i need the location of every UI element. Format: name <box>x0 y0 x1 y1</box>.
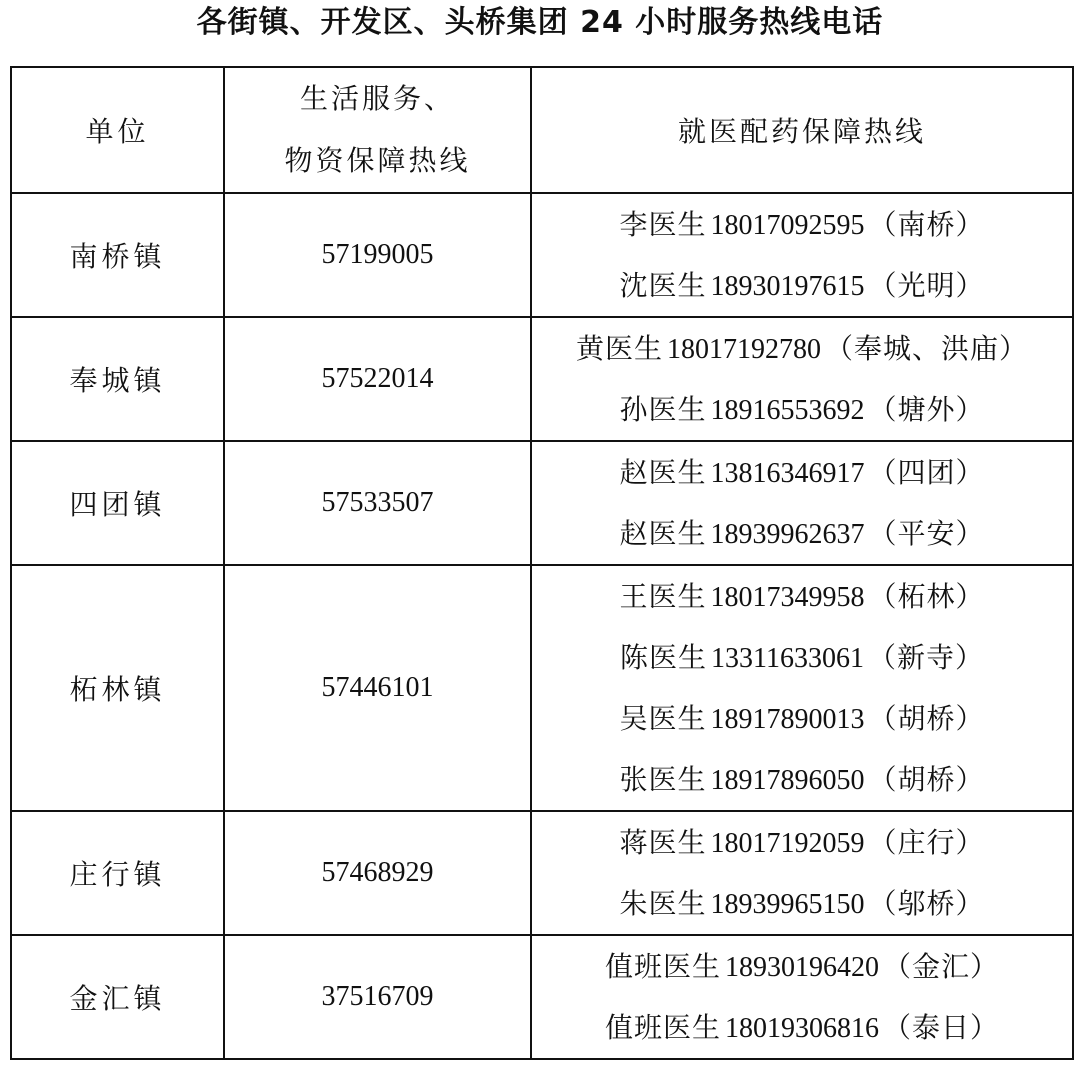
doctor-area: （柘林） <box>868 580 985 613</box>
doctor-phone: 18930196420 <box>725 952 879 983</box>
doctor-entry <box>532 936 1072 997</box>
doctor-phone: 18917896050 <box>710 765 865 796</box>
table-row <box>11 935 1073 1059</box>
doctor-area: （胡桥） <box>868 702 985 735</box>
doctor-phone: 18017349958 <box>710 582 865 613</box>
header-medical: 就医配药保障热线 <box>531 67 1073 193</box>
service-hotline-cell: 57199005 <box>224 193 531 317</box>
doctor-area: （泰日） <box>883 1011 1000 1044</box>
doctor-name: 王医生 <box>619 580 707 613</box>
doctor-phone: 13311633061 <box>711 643 864 674</box>
doctor-phone: 13816346917 <box>710 458 865 489</box>
table-header-row <box>11 67 1073 193</box>
table-row <box>11 441 1073 565</box>
doctor-phone: 18939962637 <box>710 519 865 550</box>
doctor-name: 李医生 <box>619 208 707 241</box>
doctor-area: （邬桥） <box>868 887 985 920</box>
doctor-name: 陈医生 <box>620 641 708 674</box>
doctor-phone: 18017192059 <box>710 828 865 859</box>
doctor-name: 吴医生 <box>619 702 707 735</box>
medical-hotline-cell <box>531 317 1073 441</box>
doctor-name: 值班医生 <box>604 950 721 983</box>
doctor-entry <box>532 566 1072 627</box>
doctor-name: 赵医生 <box>619 456 707 489</box>
doctor-area: （光明） <box>868 269 985 302</box>
table-row <box>11 317 1073 441</box>
table-row <box>11 193 1073 317</box>
doctor-entry <box>532 749 1072 810</box>
doctor-area: （胡桥） <box>868 763 985 796</box>
unit-cell: 柘林镇 <box>11 565 224 811</box>
header-service-line1: 生活服务、 <box>299 82 455 115</box>
medical-hotline-cell <box>531 441 1073 565</box>
doctor-phone: 18019306816 <box>725 1013 879 1044</box>
doctor-area: （塘外） <box>868 393 985 426</box>
unit-cell: 金汇镇 <box>11 935 224 1059</box>
table-row <box>11 811 1073 935</box>
doctor-phone: 18939965150 <box>710 889 865 920</box>
doctor-phone: 18917890013 <box>710 704 865 735</box>
doctor-entry <box>532 688 1072 749</box>
doctor-name: 孙医生 <box>619 393 707 426</box>
unit-cell: 庄行镇 <box>11 811 224 935</box>
unit-cell: 奉城镇 <box>11 317 224 441</box>
page-title: 各街镇、开发区、头桥集团 24 小时服务热线电话 <box>196 5 884 40</box>
service-hotline-cell: 57522014 <box>224 317 531 441</box>
doctor-name: 值班医生 <box>604 1011 721 1044</box>
doctor-phone: 18017092595 <box>710 210 865 241</box>
doctor-entry <box>532 379 1072 440</box>
doctor-name: 张医生 <box>619 763 707 796</box>
doctor-area: （奉城、洪庙） <box>825 332 1029 365</box>
doctor-name: 沈医生 <box>619 269 707 302</box>
doctor-area: （金汇） <box>883 950 1000 983</box>
doctor-name: 朱医生 <box>619 887 707 920</box>
doctor-entry <box>532 503 1072 564</box>
doctor-area: （平安） <box>868 517 985 550</box>
service-hotline-cell: 57468929 <box>224 811 531 935</box>
hotline-table <box>10 66 1074 1060</box>
doctor-name: 蒋医生 <box>619 826 707 859</box>
table-row <box>11 565 1073 811</box>
doctor-area: （新寺） <box>867 641 984 674</box>
doctor-name: 黄医生 <box>575 332 663 365</box>
doctor-entry <box>532 194 1072 255</box>
doctor-entry <box>532 627 1072 688</box>
medical-hotline-cell <box>531 811 1073 935</box>
unit-cell: 四团镇 <box>11 441 224 565</box>
doctor-area: （庄行） <box>868 826 985 859</box>
unit-cell: 南桥镇 <box>11 193 224 317</box>
doctor-name: 赵医生 <box>619 517 707 550</box>
header-unit: 单位 <box>11 67 224 193</box>
doctor-phone: 18930197615 <box>710 271 865 302</box>
doctor-entry <box>532 873 1072 934</box>
doctor-entry <box>532 318 1072 379</box>
doctor-entry <box>532 255 1072 316</box>
doctor-entry <box>532 442 1072 503</box>
header-service <box>224 67 531 193</box>
doctor-phone: 18916553692 <box>710 395 865 426</box>
service-hotline-cell: 37516709 <box>224 935 531 1059</box>
doctor-entry <box>532 997 1072 1058</box>
doctor-area: （南桥） <box>868 208 985 241</box>
doctor-area: （四团） <box>868 456 985 489</box>
service-hotline-cell: 57533507 <box>224 441 531 565</box>
medical-hotline-cell <box>531 935 1073 1059</box>
service-hotline-cell: 57446101 <box>224 565 531 811</box>
doctor-entry <box>532 812 1072 873</box>
medical-hotline-cell <box>531 193 1073 317</box>
medical-hotline-cell <box>531 565 1073 811</box>
doctor-phone: 18017192780 <box>667 334 821 365</box>
header-service-line2: 物资保障热线 <box>284 144 471 177</box>
